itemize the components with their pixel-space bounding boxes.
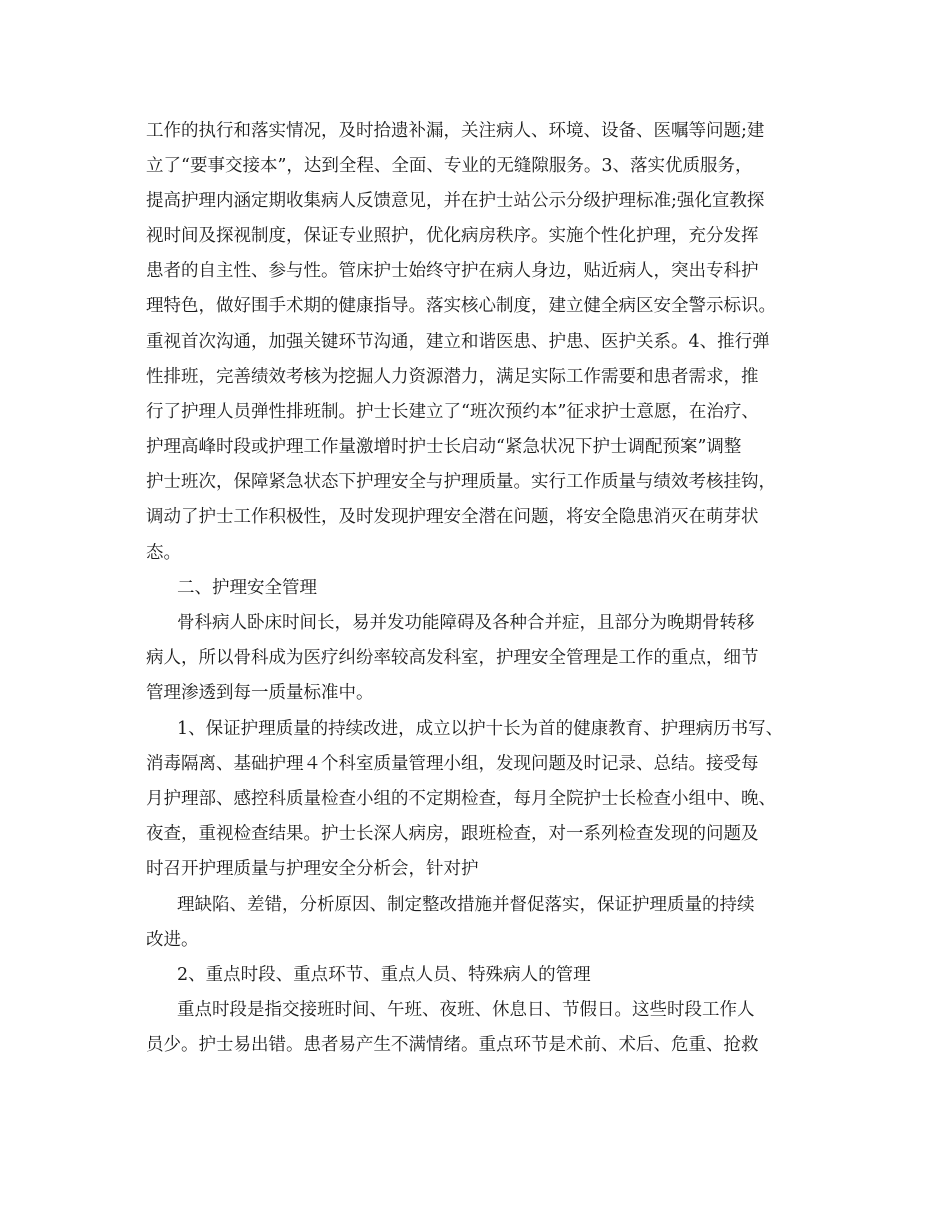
text-line: 理特色，做好围手术期的健康指导。落实核心制度，建立健全病区安全警示标识。	[146, 296, 776, 316]
text-line: 提高护理内涵定期收集病人反馈意见，并在护士站公示分级护理标准;强化宣教探	[146, 191, 765, 211]
text-line: 重点时段是指交接班时间、午班、夜班、休息日、节假日。这些时段工作人	[177, 1000, 755, 1020]
section-heading: 二、护理安全管理	[177, 578, 317, 598]
text-line: 月护理部、感控科质量检查小组的不定期检查，每月全院护士长检查小组中、晚、	[146, 789, 776, 809]
text-line: 护士班次，保障紧急状态下护理安全与护理质量。实行工作质量与绩效考核挂钩，	[146, 472, 776, 492]
text-line: 患者的自主性、参与性。管床护士始终守护在病人身边，贴近病人，突出专科护	[146, 261, 759, 281]
text-line: 态。	[146, 543, 181, 563]
text-line: 病人，所以骨科成为医疗纠纷率较高发科室，护理安全管理是工作的重点，细节	[146, 648, 759, 668]
text-line: 视时间及探视制度，保证专业照护，优化病房秩序。实施个性化护理，充分发挥	[146, 226, 759, 246]
text-line: 护理高峰时段或护理工作量激增时护士长启动“紧急状况下护士调配预案”调整	[146, 437, 742, 457]
text-line: 夜查，重视检查结果。护士长深人病房，跟班检查，对一系列检查发现的问题及	[146, 824, 759, 844]
text-line: 管理渗透到每一质量标准中。	[146, 683, 374, 703]
text-line: 骨科病人卧床时间长，易并发功能障碍及各种合并症，且部分为晚期骨转移	[177, 613, 755, 633]
text-line: 消毒隔离、基础护理４个科室质量管理小组，发现问题及时记录、总结。接受每	[146, 754, 759, 774]
text-line: 性排班，完善绩效考核为挖掘人力资源潜力，满足实际工作需要和患者需求，推	[146, 367, 759, 387]
text-line: 重视首次沟通，加强关键环节沟通，建立和谐医患、护患、医护关系。4、推行弹	[146, 332, 770, 352]
text-line: 改进。	[146, 930, 199, 950]
text-line: 立了“要事交接本”，达到全程、全面、专业的无缝隙服务。3、落实优质服务，	[146, 156, 753, 176]
text-line: 1、保证护理质量的持续改进，成立以护十长为首的健康教育、护理病历书写、	[177, 719, 784, 739]
text-line: 行了护理人员弹性排班制。护士长建立了“班次预约本”征求护士意愿，在治疗、	[146, 402, 759, 422]
text-line: 理缺陷、差错，分析原因、制定整改措施并督促落实，保证护理质量的持续	[177, 895, 755, 915]
text-line: 调动了护士工作积极性，及时发现护理安全潜在问题，将安全隐患消灭在萌芽状	[146, 507, 759, 527]
text-line: 员少。护士易出错。患者易产生不满情绪。重点环节是术前、术后、危重、抢救	[146, 1035, 759, 1055]
subsection-heading: 2、重点时段、重点环节、重点人员、特殊病人的管理	[177, 965, 591, 985]
text-line: 工作的执行和落实情况，及时拾遗补漏，关注病人、环境、设备、医嘱等问题;建	[146, 121, 765, 141]
text-line: 时召开护理质量与护理安全分析会，针对护	[146, 859, 479, 879]
